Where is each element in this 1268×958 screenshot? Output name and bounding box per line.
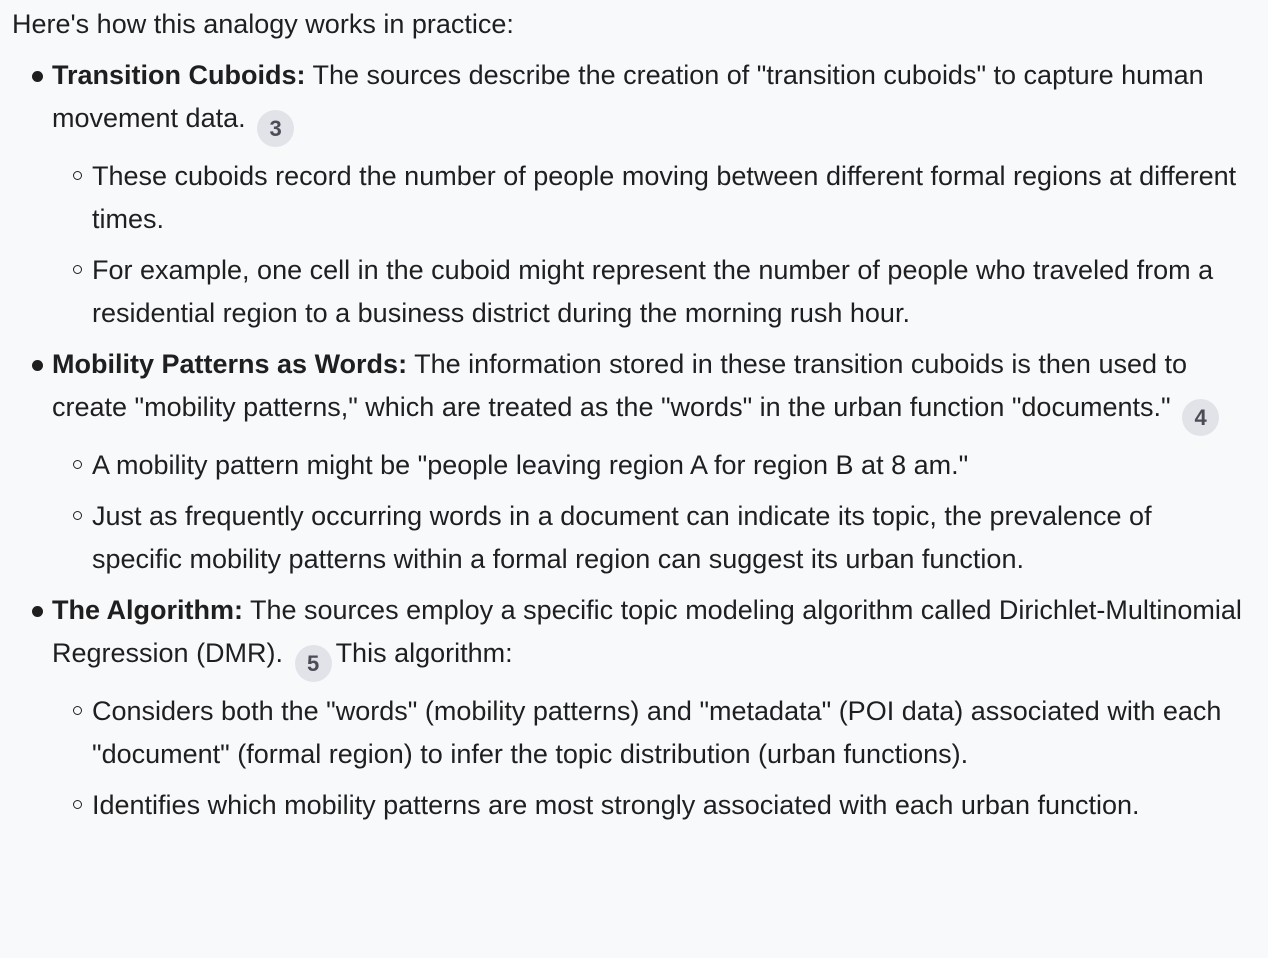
list-item-algorithm (12, 589, 1242, 827)
hollow-bullet-icon (73, 460, 82, 469)
item-text: The sources describe the creation of "transition cuboids" to capture human movement data. (52, 60, 1204, 133)
bullet-icon (32, 360, 43, 371)
sub-list-item (52, 155, 1242, 241)
sub-item-text: Just as frequently occurring words in a document can indicate its topic, the prevalence of specific mobility patterns within a formal region can suggest its urban function. (92, 501, 1152, 574)
item-text: The information stored in these transition cuboids is then used to create "mobility patterns," which are treated as the "words" in the urban function "documents." (52, 349, 1188, 422)
citation-badge[interactable]: 5 (295, 645, 332, 682)
list-item-mobility-patterns (12, 343, 1242, 581)
sub-item-text: These cuboids record the number of people moving between different formal regions at different times. (92, 161, 1237, 234)
hollow-bullet-icon (73, 171, 82, 180)
item-term: Mobility Patterns as Words: (52, 349, 408, 379)
sub-list-item (52, 249, 1242, 335)
sub-list-item (52, 495, 1242, 581)
sub-list-item (52, 444, 1242, 487)
item-term: The Algorithm: (52, 595, 243, 625)
item-text-after: This algorithm: (335, 638, 513, 668)
sub-item-text: A mobility pattern might be "people leaving region A for region B at 8 am." (92, 450, 969, 480)
sub-list (52, 155, 1242, 335)
citation-badge[interactable]: 4 (1182, 399, 1219, 436)
sub-list-item (52, 690, 1242, 776)
citation-badge[interactable]: 3 (257, 110, 294, 147)
sub-list-item (52, 784, 1242, 827)
sub-item-text: Considers both the "words" (mobility patterns) and "metadata" (POI data) associated with each "document" (formal region) to infer the topic distribution (urban functions). (92, 696, 1222, 769)
item-term: Transition Cuboids: (52, 60, 306, 90)
sub-list (52, 690, 1242, 827)
bullet-icon (32, 71, 43, 82)
sub-list (52, 444, 1242, 581)
response-content (12, 3, 1242, 835)
hollow-bullet-icon (73, 706, 82, 715)
hollow-bullet-icon (73, 265, 82, 274)
bullet-icon (32, 606, 43, 617)
sub-item-text: Identifies which mobility patterns are most strongly associated with each urban function. (92, 790, 1140, 820)
item-text: The sources employ a specific topic modeling algorithm called Dirichlet-Multinomial Regression (DMR). (52, 595, 1242, 668)
sub-item-text: For example, one cell in the cuboid might represent the number of people who traveled from a residential region to a business district during the morning rush hour. (92, 255, 1214, 328)
hollow-bullet-icon (73, 800, 82, 809)
intro-text: Here's how this analogy works in practice: (12, 9, 514, 39)
list-item-transition-cuboids (12, 54, 1242, 335)
hollow-bullet-icon (73, 511, 82, 520)
main-list (12, 54, 1242, 827)
